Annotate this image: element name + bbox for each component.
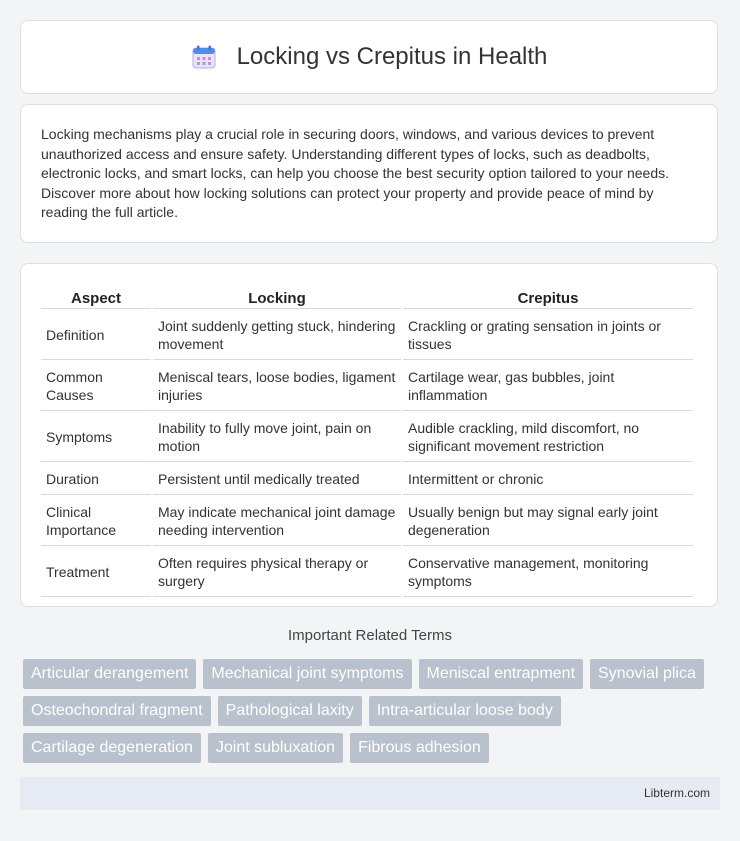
header-card (20, 20, 718, 94)
footer (20, 777, 720, 810)
calendar-icon (191, 44, 217, 70)
table-row (41, 413, 693, 462)
table-cell: Duration (41, 464, 151, 495)
related-term-tag[interactable]: Meniscal entrapment (419, 659, 584, 689)
table-cell: Meniscal tears, loose bodies, ligament injuries (153, 362, 401, 411)
table-cell: Persistent until medically treated (153, 464, 401, 495)
table-row (41, 311, 693, 360)
table-cell: Symptoms (41, 413, 151, 462)
related-term-tag[interactable]: Osteochondral fragment (23, 696, 211, 726)
intro-text: Locking mechanisms play a crucial role in securing doors, windows, and various devices to prevent unauthorized access and ensure safety. Understanding different types of locks, such as deadbolts, electronic locks, and smart locks, can help you choose the best security option tailored to your needs. Discover more about how locking solutions can protect your property and provide peace of mind by reading the full article. (41, 126, 670, 221)
table-cell: Inability to fully move joint, pain on motion (153, 413, 401, 462)
table-row (41, 464, 693, 495)
related-term-tag[interactable]: Mechanical joint symptoms (203, 659, 411, 689)
related-term-tag[interactable]: Articular derangement (23, 659, 196, 689)
related-terms-title: Important Related Terms (288, 627, 452, 644)
page-title: Locking vs Crepitus in Health (236, 43, 548, 70)
related-term-tag[interactable]: Synovial plica (590, 659, 704, 689)
related-term-tag[interactable]: Cartilage degeneration (23, 733, 201, 763)
related-term-tag[interactable]: Intra-articular loose body (369, 696, 561, 726)
header-crepitus: Crepitus (403, 286, 693, 309)
table-cell: Clinical Importance (41, 497, 151, 546)
table-cell: Treatment (41, 548, 151, 597)
header-aspect: Aspect (41, 286, 151, 309)
related-terms-list (23, 659, 723, 763)
table-cell: Joint suddenly getting stuck, hindering movement (153, 311, 401, 360)
related-term-tag[interactable]: Pathological laxity (218, 696, 362, 726)
related-term-tag[interactable]: Joint subluxation (208, 733, 343, 763)
intro-card (20, 104, 718, 243)
table-cell: Often requires physical therapy or surgery (153, 548, 401, 597)
header-locking: Locking (153, 286, 401, 309)
table-cell: Definition (41, 311, 151, 360)
table-cell: Usually benign but may signal early joint degeneration (403, 497, 693, 546)
related-term-tag[interactable]: Fibrous adhesion (350, 733, 489, 763)
table-cell: Cartilage wear, gas bubbles, joint inflammation (403, 362, 693, 411)
table-cell: Crackling or grating sensation in joints or tissues (403, 311, 693, 360)
table-row (41, 548, 693, 597)
table-cell: Intermittent or chronic (403, 464, 693, 495)
table-row (41, 362, 693, 411)
table-cell: Audible crackling, mild discomfort, no significant movement restriction (403, 413, 693, 462)
table-header-row (41, 286, 693, 309)
table-row (41, 497, 693, 546)
table-cell: May indicate mechanical joint damage needing intervention (153, 497, 401, 546)
comparison-table-card (20, 263, 718, 607)
comparison-table (39, 284, 695, 599)
footer-site-link[interactable]: Libterm.com (643, 786, 710, 800)
table-cell: Common Causes (41, 362, 151, 411)
table-cell: Conservative management, monitoring symptoms (403, 548, 693, 597)
